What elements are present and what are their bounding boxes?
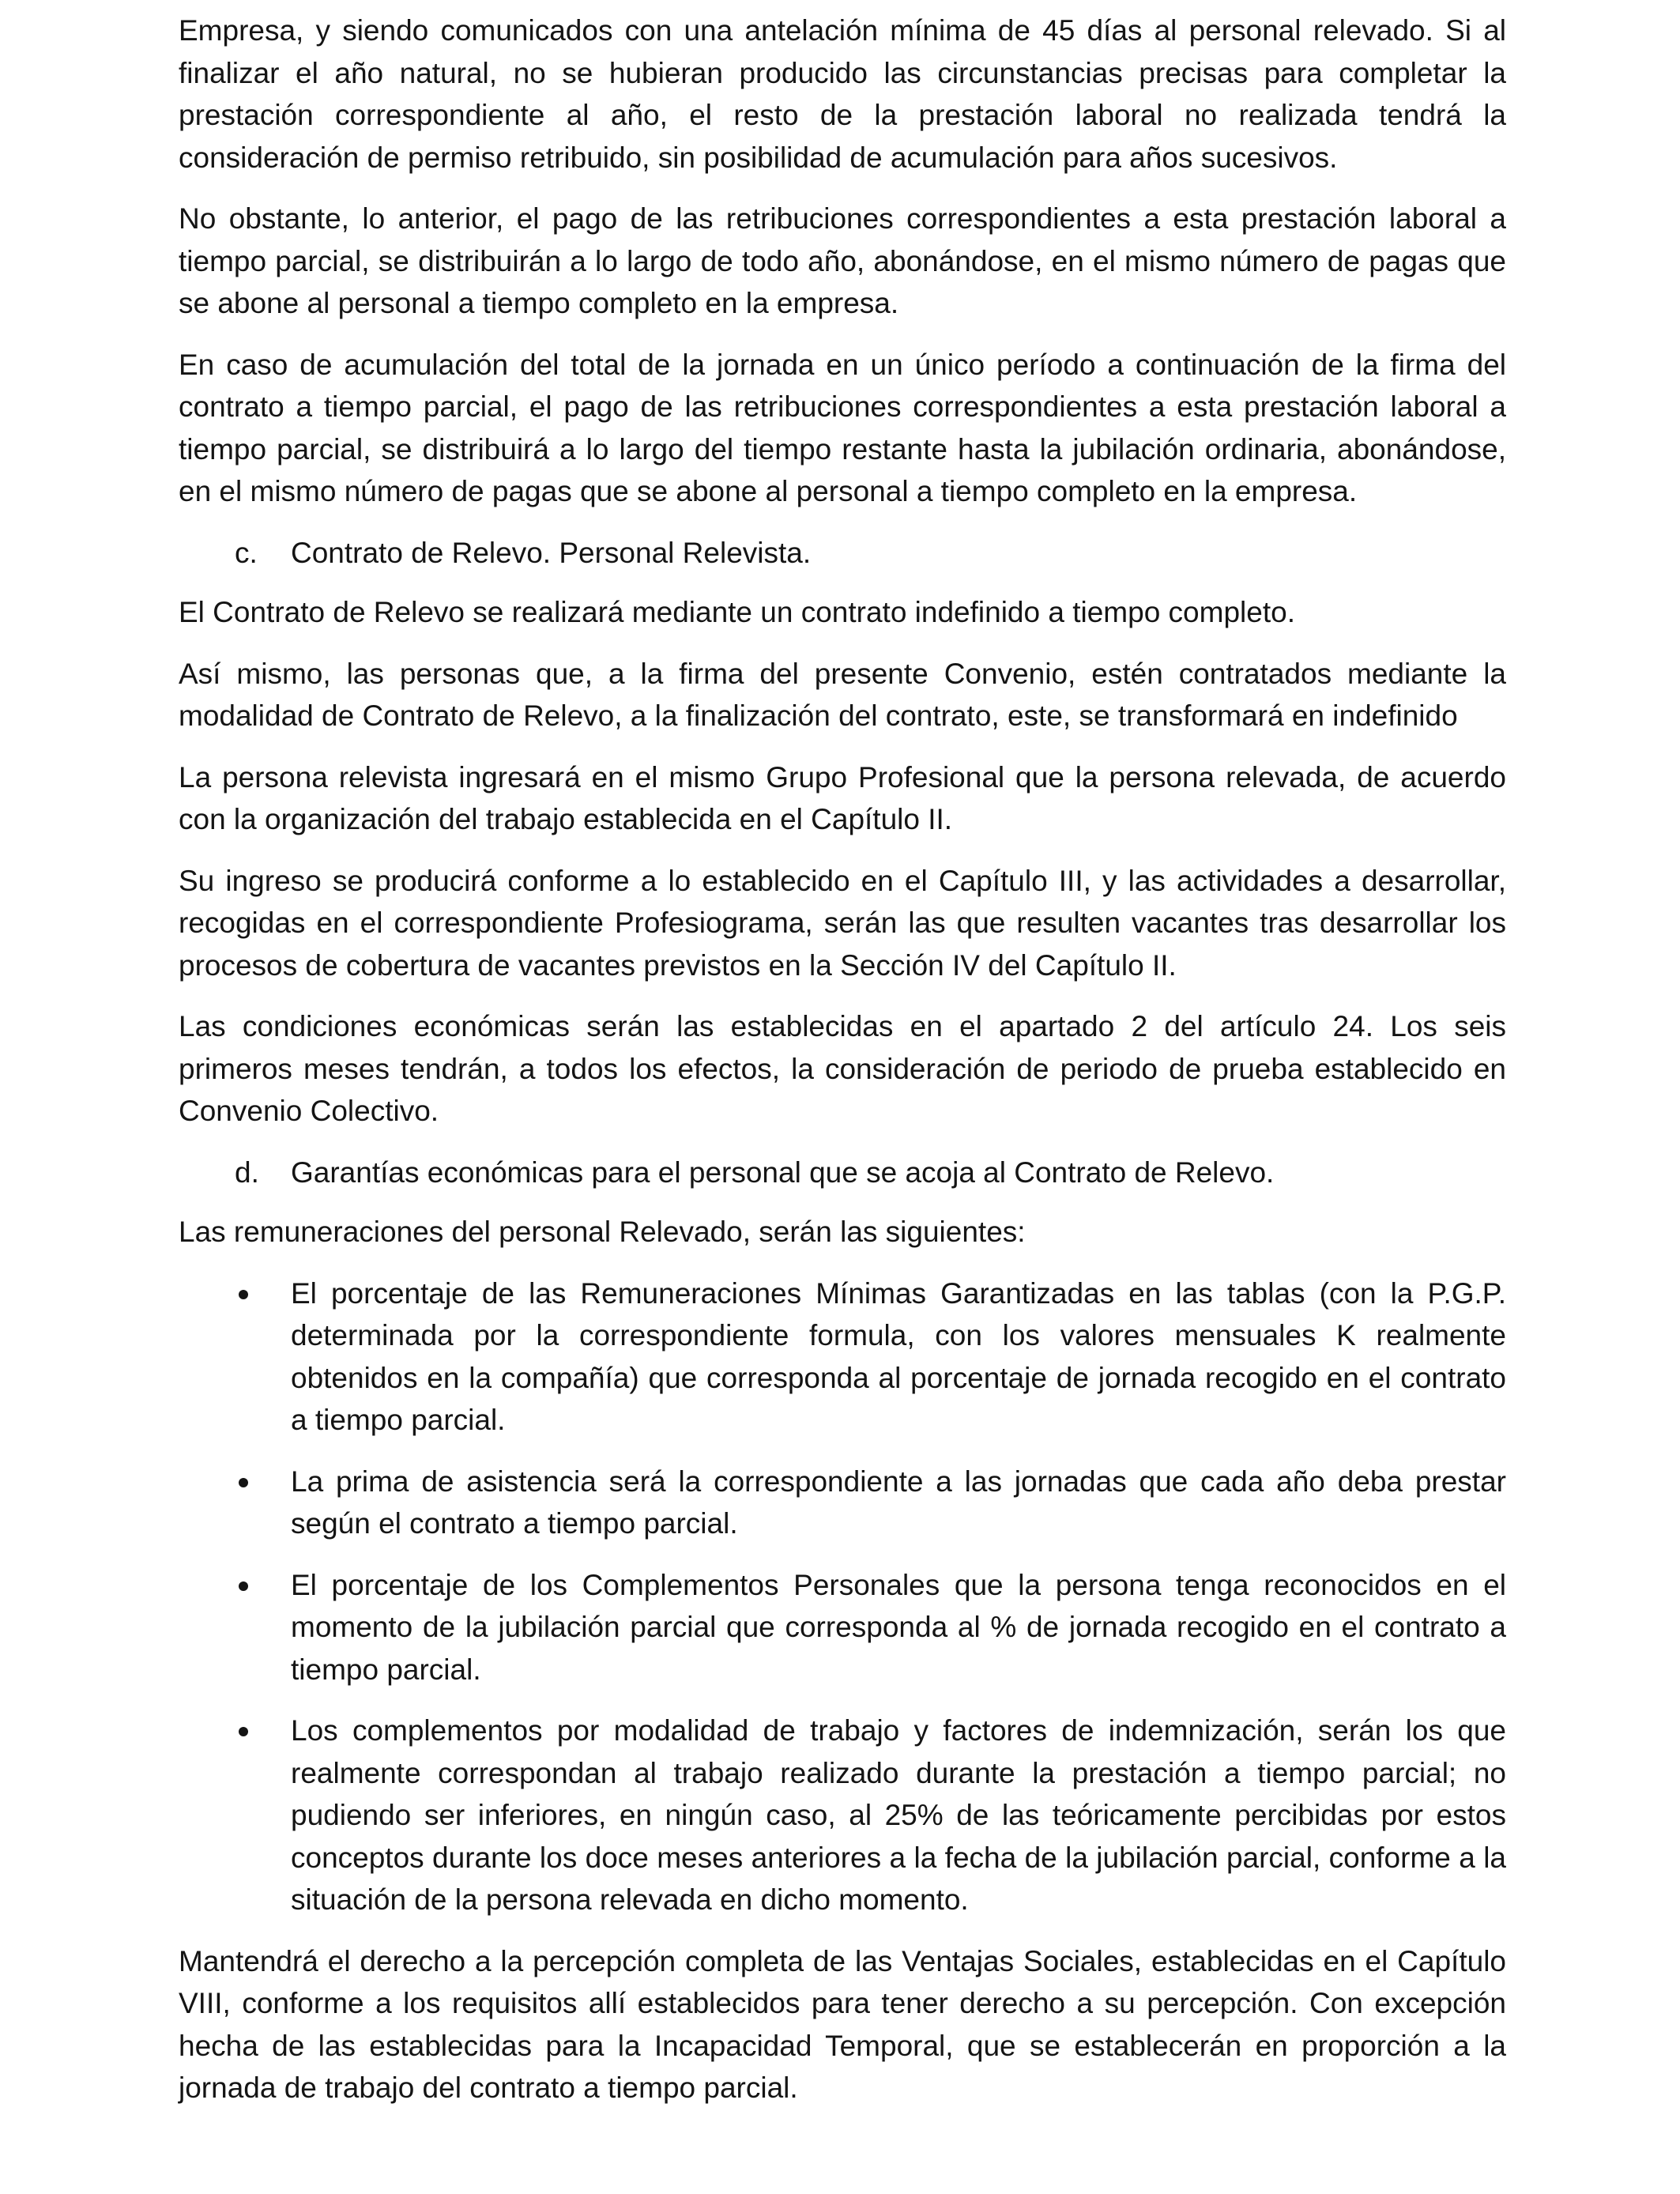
paragraph-economic-conditions: Las condiciones económicas serán las establecidas en el apartado 2 del artículo 24. Los seis primeros meses tendrán, a todos los efectos, la consideración de periodo de prueba establecido en Convenio Colectivo. <box>179 1010 1506 1127</box>
list-item <box>179 1564 1506 1691</box>
section-c-title: Contrato de Relevo. Personal Relevista. <box>291 536 812 569</box>
list-item-text: Los complementos por modalidad de trabajo y factores de indemnización, serán los que realmente correspondan al trabajo realizado durante la prestación a tiempo parcial; no pudiendo ser inferiores, en ningún caso, al 25% de las teóricamente percibidas por estos conceptos durante los doce meses anteriores a la fecha de la jubilación parcial, conforme a la situación de la persona relevada en dicho momento. <box>291 1714 1506 1916</box>
document-page <box>179 9 1506 2128</box>
bullet-icon <box>239 1727 248 1736</box>
list-item <box>179 1710 1506 1921</box>
list-item <box>179 1461 1506 1545</box>
list-item-text: La prima de asistencia será la correspondiente a las jornadas que cada año deba prestar según el contrato a tiempo parcial. <box>291 1465 1506 1540</box>
paragraph-payment-notice: Empresa, y siendo comunicados con una antelación mínima de 45 días al personal relevado. Si al finalizar el año natural, no se hubieran producido las circunstancias precisas para completar la prestación correspondiente al año, el resto de la prestación laboral no realizada tendrá la consideración de permiso retribuido, sin posibilidad de acumulación para años sucesivos. <box>179 14 1506 174</box>
section-c-heading <box>179 532 1506 575</box>
paragraph-remuneration-intro: Las remuneraciones del personal Relevado, serán las siguientes: <box>179 1216 1026 1248</box>
paragraph-ingress: Su ingreso se producirá conforme a lo establecido en el Capítulo III, y las actividades a desarrollar, recogidas en el correspondiente Profesiograma, serán las que resulten vacantes tras desarrollar los procesos de cobertura de vacantes previstos en la Sección IV del Capítulo II. <box>179 864 1506 982</box>
list-item <box>179 1272 1506 1442</box>
section-c-letter: c. <box>235 536 258 569</box>
list-item-text: El porcentaje de los Complementos Personales que la persona tenga reconocidos en el momento de la jubilación parcial que corresponda al % de jornada recogido en el contrato a tiempo parcial. <box>291 1568 1506 1686</box>
remuneration-list <box>179 1272 1506 1921</box>
paragraph-relevo-contract: El Contrato de Relevo se realizará mediante un contrato indefinido a tiempo completo. <box>179 596 1295 628</box>
section-d-heading <box>179 1152 1506 1194</box>
bullet-icon <box>239 1478 248 1487</box>
section-d-title: Garantías económicas para el personal que se acoja al Contrato de Relevo. <box>291 1155 1275 1189</box>
bullet-icon <box>239 1581 248 1591</box>
paragraph-professional-group: La persona relevista ingresará en el mismo Grupo Profesional que la persona relevada, de acuerdo con la organización del trabajo establecida en el Capítulo II. <box>179 760 1506 835</box>
paragraph-existing-contracts: Así mismo, las personas que, a la firma del presente Convenio, estén contratados mediante la modalidad de Contrato de Relevo, a la finalización del contrato, este, se transformará en indefinido <box>179 657 1506 732</box>
section-d-letter: d. <box>235 1155 259 1189</box>
list-item-text: El porcentaje de las Remuneraciones Mínimas Garantizadas en las tablas (con la P.G.P. determinada por la correspondiente formula, con los valores mensuales K realmente obtenidos en la compañía) que corresponda al porcentaje de jornada recogido en el contrato a tiempo parcial. <box>291 1276 1506 1436</box>
paragraph-social-benefits: Mantendrá el derecho a la percepción completa de las Ventajas Sociales, establecidas en el Capítulo VIII, conforme a los requisitos allí establecidos para tener derecho a su percepción. Con excepción hecha de las establecidas para la Incapacidad Temporal, que se establecerán en proporción a la jornada de trabajo del contrato a tiempo parcial. <box>179 1944 1506 2104</box>
bullet-icon <box>239 1290 248 1299</box>
paragraph-payment-distribution: No obstante, lo anterior, el pago de las retribuciones correspondientes a esta prestación laboral a tiempo parcial, se distribuirán a lo largo de todo año, abonándose, en el mismo número de pagas que se abone al personal a tiempo completo en la empresa. <box>179 202 1506 319</box>
paragraph-accumulation: En caso de acumulación del total de la jornada en un único período a continuación de la firma del contrato a tiempo parcial, el pago de las retribuciones correspondientes a esta prestación laboral a tiempo parcial, se distribuirá a lo largo del tiempo restante hasta la jubilación ordinaria, abonándose, en el mismo número de pagas que se abone al personal a tiempo completo en la empresa. <box>179 348 1506 507</box>
